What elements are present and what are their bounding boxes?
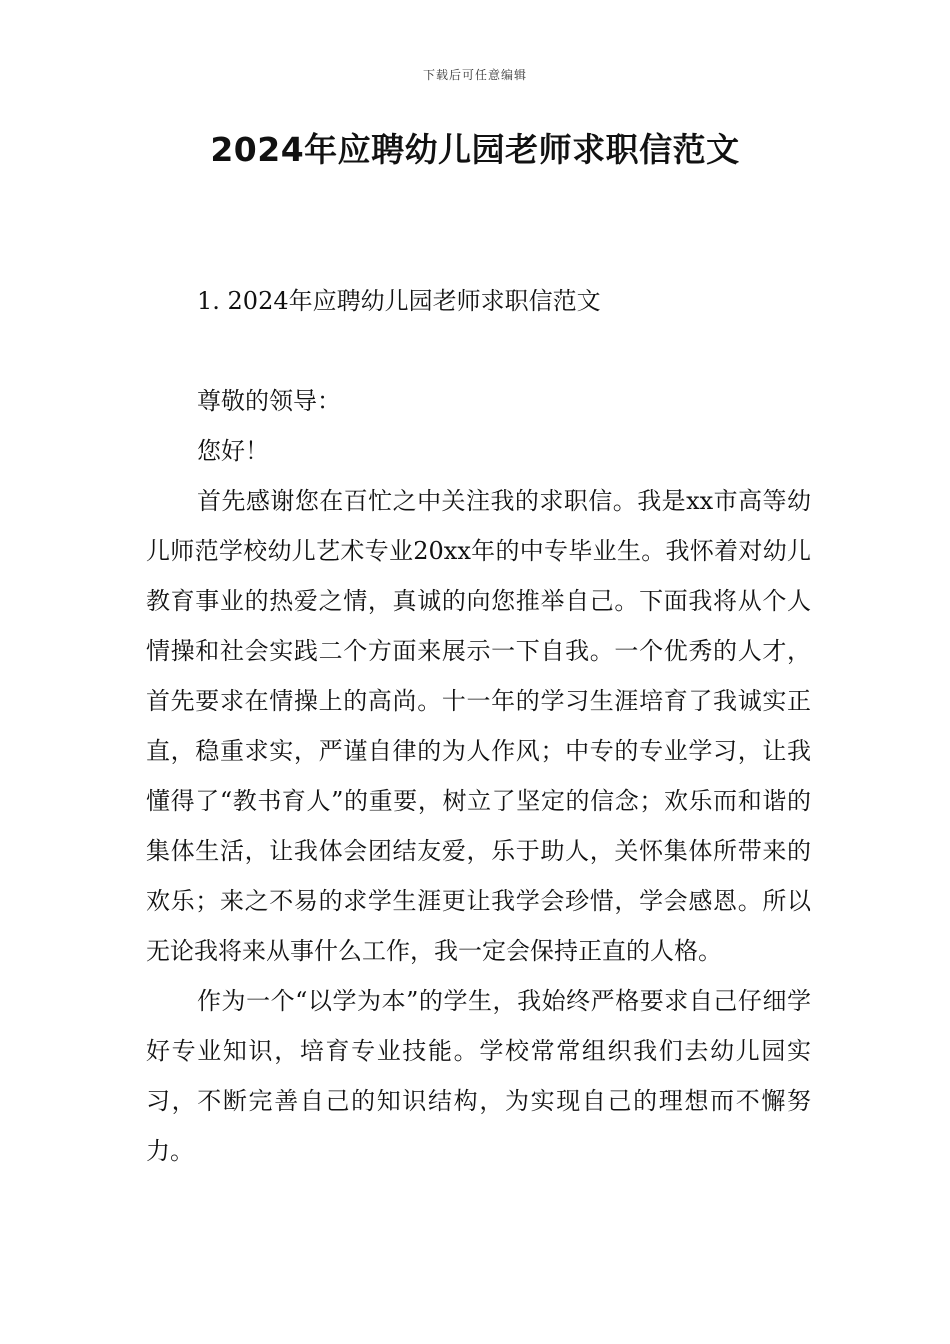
header-note: 下载后可任意编辑 <box>422 68 527 82</box>
body-paragraph: 首先感谢您在百忙之中关注我的求职信。我是xx市高等幼儿师范学校幼儿艺术专业20xx年的中专毕业生。我怀着对幼儿教育事业的热爱之情，真诚的向您推举自己。下面我将从个人情操和社会实践二个方面来展示一下自我。一个优秀的人才，首先要求在情操上的高尚。十一年的学习生涯培育了我诚实正直，稳重求实，严谨自律的为人作风；中专的专业学习，让我懂得了“教书育人”的重要，树立了坚定的信念；欢乐而和谐的集体生活，让我体会团结友爱，乐于助人，关怀集体所带来的欢乐；来之不易的求学生涯更让我学会珍惜，学会感恩。所以无论我将来从事什么工作，我一定会保持正直的人格。 <box>146 487 811 965</box>
letter-body <box>146 376 811 1176</box>
section-heading: 1. 2024年应聘幼儿园老师求职信范文 <box>197 287 601 315</box>
salutation: 尊敬的领导： <box>197 387 341 415</box>
greeting: 您好！ <box>197 437 269 465</box>
body-paragraph: 作为一个“以学为本”的学生，我始终严格要求自己仔细学好专业知识，培育专业技能。学校常常组织我们去幼儿园实习，不断完善自己的知识结构，为实现自己的理想而不懈努力。 <box>146 987 811 1165</box>
page-title: 2024年应聘幼儿园老师求职信范文 <box>210 130 740 169</box>
